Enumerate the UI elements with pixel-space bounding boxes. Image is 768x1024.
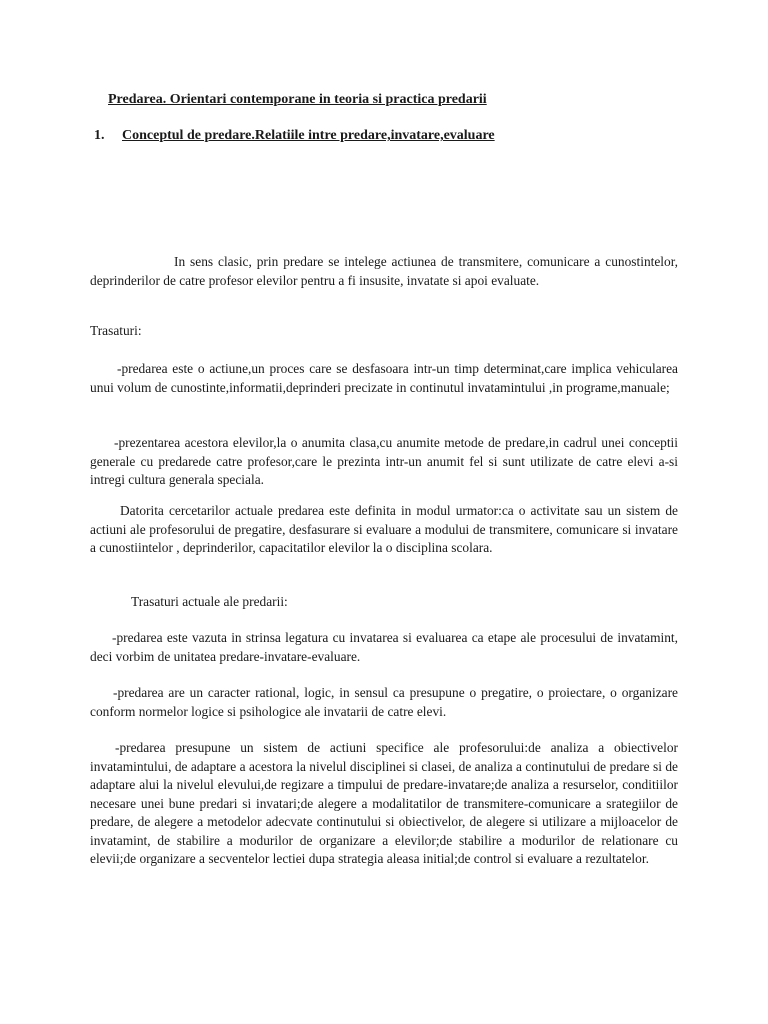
trasaturi-item-1: -predarea este o actiune,un proces care se desfasoara intr-un timp determinat,care implica vehicularea unui volum de cunostinte,informatii,deprinderi precizate in continutul invatamintului ,in programe,manuale;: [90, 361, 678, 395]
section-number: 1.: [94, 128, 105, 143]
document-title: Predarea. Orientari contemporane in teoria si practica predarii: [108, 92, 487, 107]
trasaturi-item-2: -prezentarea acestora elevilor,la o anumita clasa,cu anumite metode de predare,in cadrul unei conceptii generale cu predarede catre profesor,care le prezinta intr-un anumit fel si sunt utilizate de catre elevi a-si intregi cultura generala speciala.: [90, 435, 678, 487]
datorita-paragraph: Datorita cercetarilor actuale predarea este definita in modul urmator:ca o activitate sau un sistem de actiuni ale profesorului de pregatire, desfasurare si evaluare a modului de transmitere, comunicare si invatare a cunostiintelor , deprinderilor, capacitatilor elevilor la o disciplina scolara.: [90, 503, 678, 555]
trasaturi-actuale-label: Trasaturi actuale ale predarii:: [131, 594, 288, 609]
actuale-item-1: -predarea este vazuta in strinsa legatura cu invatarea si evaluarea ca etape ale procesului de invatamint, deci vorbim de unitatea predare-invatare-evaluare.: [90, 630, 678, 664]
trasaturi-label: Trasaturi:: [90, 323, 142, 338]
section-heading-text: Conceptul de predare.Relatiile intre predare,invatare,evaluare: [122, 128, 495, 143]
actuale-item-2: -predarea are un caracter rational, logic, in sensul ca presupune o pregatire, o proiectare, o organizare conform normelor logice si psihologice ale invatarii de catre elevi.: [90, 685, 678, 719]
actuale-item-3: -predarea presupune un sistem de actiuni specifice ale profesorului:de analiza a obiectivelor invatamintului, de adaptare a acestora la nivelul disciplinei si clasei, de analiza a continutului de predare si de adaptare alui la nivelul elevului,de regizare a timpului de predare-invatare;de analiza a resurselor, conditiilor necesare unei bune predari si invatari;de alegere a modalitatilor de transmitere-comunicare a srategiilor de predare, de alegere a metodelor adecvate continutului si obiectivelor, de alegere si utilizare a mijloacelor de invatamint, de stabilire a modurilor de organizare a elevilor;de stabilire a modurilor de relationare cu elevii;de organizare a secventelor lectiei dupa strategia aleasa initial;de control si evaluare a rezultatelor.: [90, 740, 678, 866]
intro-paragraph: In sens clasic, prin predare se intelege actiunea de transmitere, comunicare a cunostintelor, deprinderilor de catre profesor elevilor pentru a fi insusite, invatate si apoi evaluate.: [90, 254, 678, 288]
section-heading: [94, 128, 495, 144]
